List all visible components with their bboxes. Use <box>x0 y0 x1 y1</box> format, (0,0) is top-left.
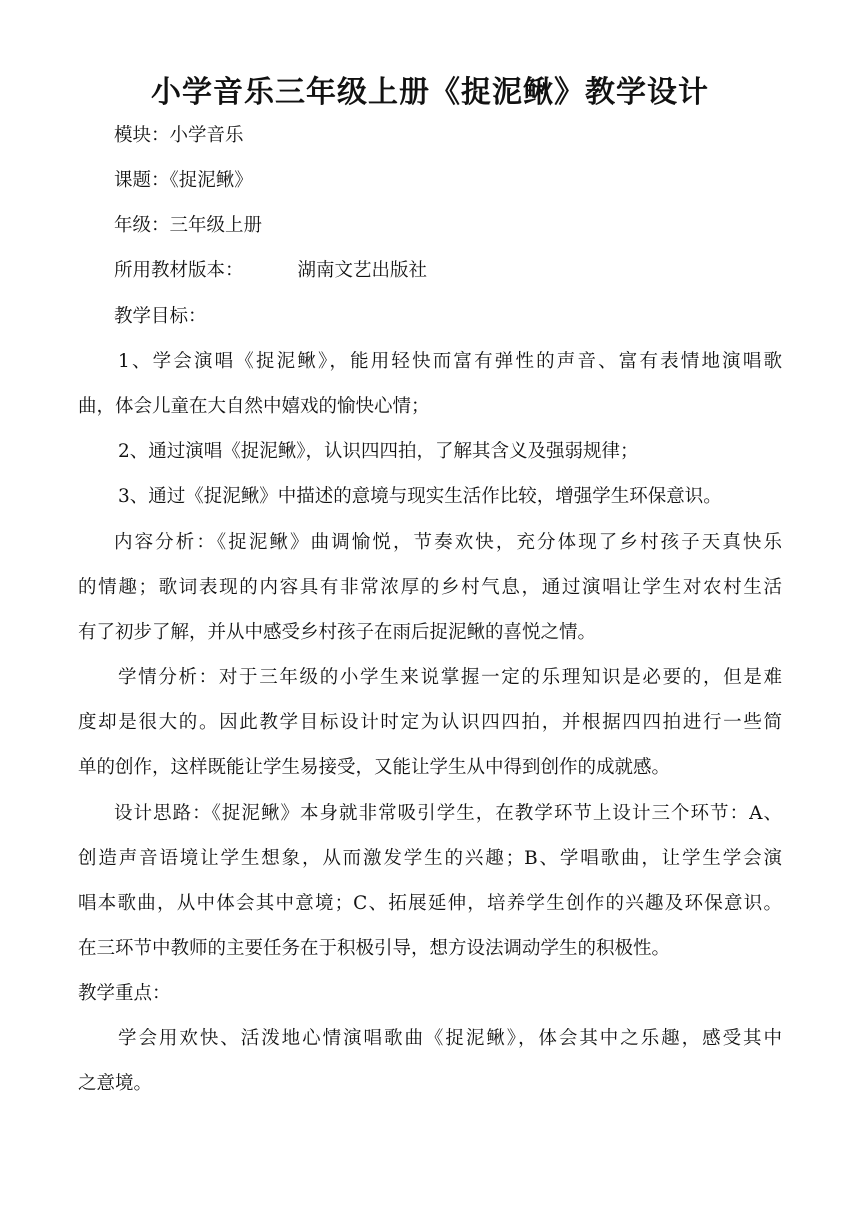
goal-2: 2、通过演唱《捉泥鳅》，认识四四拍，了解其含义及强弱规律； <box>118 441 639 462</box>
learner-analysis-line-2: 度却是很大的。因此教学目标设计时定为认识四四拍，并根据四四拍进行一些简 <box>78 712 782 733</box>
learner-analysis-line-1: 学情分析：对于三年级的小学生来说掌握一定的乐理知识是必要的，但是难 <box>118 667 782 688</box>
focus-label: 教学重点： <box>78 983 171 1004</box>
goal-1-line-2: 曲，体会儿童在大自然中嬉戏的愉快心情； <box>78 396 430 417</box>
content-analysis-line-2: 的情趣；歌词表现的内容具有非常浓厚的乡村气息，通过演唱让学生对农村生活 <box>78 577 782 598</box>
design-line-3: 唱本歌曲，从中体会其中意境；C、拓展延伸，培养学生创作的兴趣及环保意识。 <box>78 893 782 914</box>
edition-label: 所用教材版本： <box>114 260 244 281</box>
edition-value: 湖南文艺出版社 <box>297 260 428 281</box>
design-line-2: 创造声音语境让学生想象，从而激发学生的兴趣；B、学唱歌曲，让学生学会演 <box>78 848 782 869</box>
goal-3: 3、通过《捉泥鳅》中描述的意境与现实生活作比较，增强学生环保意识。 <box>118 486 722 507</box>
content-analysis-line-1: 内容分析：《捉泥鳅》曲调愉悦，节奏欢快，充分体现了乡村孩子天真快乐 <box>114 532 782 553</box>
focus-line-1: 学会用欢快、活泼地心情演唱歌曲《捉泥鳅》，体会其中之乐趣，感受其中 <box>118 1028 782 1049</box>
learner-analysis-line-3: 单的创作，这样既能让学生易接受，又能让学生从中得到创作的成就感。 <box>78 757 671 778</box>
topic-line: 课题：《捉泥鳅》 <box>114 170 253 191</box>
focus-line-2: 之意境。 <box>78 1073 153 1094</box>
design-line-1: 设计思路：《捉泥鳅》本身就非常吸引学生，在教学环节上设计三个环节：A、 <box>114 803 782 824</box>
module-line: 模块：小学音乐 <box>114 125 244 146</box>
design-line-4: 在三环节中教师的主要任务在于积极引导，想方设法调动学生的积极性。 <box>78 938 671 959</box>
content-analysis-line-3: 有了初步了解，并从中感受乡村孩子在雨后捉泥鳅的喜悦之情。 <box>78 622 597 643</box>
edition-line <box>78 256 782 286</box>
goal-1-line-1: 1、学会演唱《捉泥鳅》，能用轻快而富有弹性的声音、富有表情地演唱歌 <box>118 351 782 372</box>
goals-label: 教学目标： <box>114 306 207 327</box>
grade-line: 年级：三年级上册 <box>114 215 263 236</box>
page-title: 小学音乐三年级上册《捉泥鳅》教学设计 <box>151 75 709 110</box>
